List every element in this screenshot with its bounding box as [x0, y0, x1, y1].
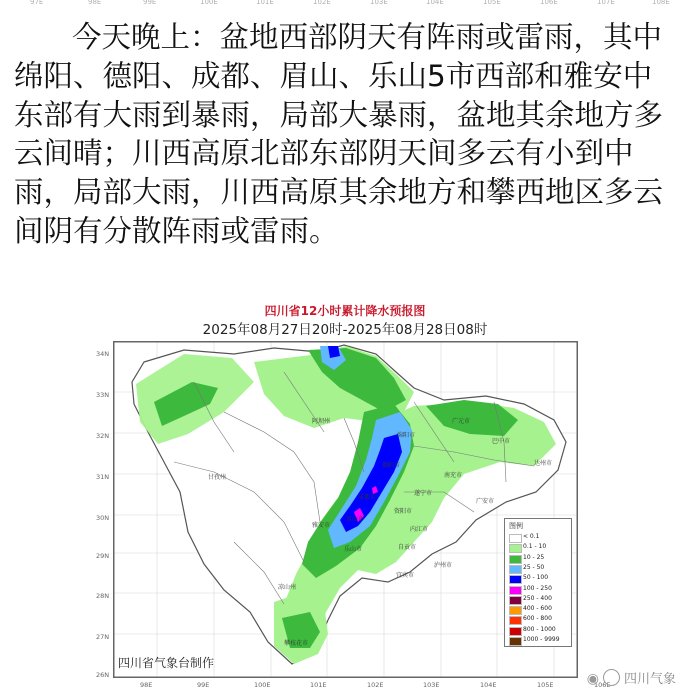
forecast-paragraph: 今天晚上：盆地西部阴天有阵雨或雷雨，其中绵阳、德阳、成都、眉山、乐山5市西部和雅安中东部有大雨到暴雨，局部大暴雨，盆地其余地方多云间晴；川西高原北部东部阴天间多云有小到中雨，局部大雨，川西高原其余地方和攀西地区多云间阴有分散阵雨或雷雨。 — [14, 20, 664, 248]
legend-swatch — [509, 627, 522, 636]
legend-label: 50 - 100 — [523, 574, 549, 582]
legend-label: 800 - 1000 — [523, 625, 556, 633]
legend-item — [509, 554, 569, 562]
lat-label: 34N — [96, 350, 110, 358]
top-axis-label: 100E — [200, 0, 218, 6]
city-label: 南充市 — [444, 472, 463, 479]
lat-label: 31N — [96, 473, 110, 481]
legend-label: 10 - 25 — [523, 553, 545, 561]
top-axis-label: 103E — [370, 0, 388, 6]
legend-item — [509, 585, 569, 593]
city-label: 凉山州 — [278, 584, 297, 591]
lat-label: 29N — [96, 552, 110, 560]
lat-label: 30N — [96, 514, 110, 522]
legend-swatch — [509, 606, 522, 615]
top-axis-label: 106E — [540, 0, 558, 6]
lon-label: 102E — [367, 681, 384, 689]
top-axis-label: 99E — [143, 0, 157, 6]
map-title: 四川省12小时累计降水预报图 — [264, 304, 426, 318]
lon-label: 100E — [254, 681, 271, 689]
legend-item — [509, 636, 569, 644]
legend-label: 0.1 - 10 — [523, 543, 547, 551]
legend-item — [509, 574, 569, 582]
city-label: 乐山市 — [344, 546, 363, 553]
legend-label: 25 - 50 — [523, 563, 545, 571]
legend-label: 1000 - 9999 — [523, 636, 560, 643]
rain-storm-spot — [328, 346, 340, 358]
lon-label: 106E — [594, 681, 611, 689]
city-label: 广元市 — [452, 418, 471, 425]
lat-label: 26N — [96, 671, 110, 679]
top-axis — [0, 0, 690, 10]
legend-swatch — [509, 544, 522, 553]
lon-label: 101E — [310, 681, 327, 689]
city-label: 宜宾市 — [396, 572, 415, 579]
legend-item — [509, 605, 569, 613]
lat-label: 27N — [96, 633, 110, 641]
legend-swatch — [509, 575, 522, 584]
top-axis-label: 107E — [597, 0, 615, 6]
lat-label: 33N — [96, 391, 110, 399]
legend-swatch — [509, 596, 522, 605]
lon-label: 104E — [480, 681, 497, 689]
city-label: 泸州市 — [434, 562, 453, 569]
legend-item — [509, 615, 569, 623]
legend-swatch — [509, 534, 522, 543]
top-axis-label: 104E — [426, 0, 444, 6]
city-label: 达州市 — [534, 460, 553, 467]
logo-circle-icon — [603, 669, 620, 686]
legend-label: 600 - 800 — [523, 615, 552, 623]
watermark-text: 四川气象 — [623, 672, 676, 687]
city-label: 自贡市 — [398, 544, 417, 551]
city-label: 眉山市 — [346, 516, 365, 523]
map-subtitle: 2025年08月27日20时-2025年08月28日08时 — [202, 322, 488, 338]
city-label: 资阳市 — [394, 508, 413, 515]
watermark — [587, 668, 676, 687]
city-label: 绵阳市 — [397, 432, 416, 439]
city-label: 广安市 — [476, 498, 495, 505]
map-legend — [504, 518, 572, 647]
top-axis-label: 97E — [30, 0, 44, 6]
map-maker-credit: 四川省气象台制作 — [118, 656, 215, 670]
lon-label: 105E — [537, 681, 554, 689]
lon-label: 103E — [423, 681, 440, 689]
legend-item — [509, 543, 569, 551]
legend-label: < 0.1 — [523, 533, 540, 540]
top-axis-label: 102E — [313, 0, 331, 6]
legend-label: 400 - 600 — [523, 605, 552, 613]
legend-swatch — [509, 565, 522, 574]
legend-swatch — [509, 555, 522, 564]
legend-swatch — [509, 616, 522, 625]
city-label: 攀枝花市 — [284, 640, 309, 647]
legend-item — [509, 595, 569, 603]
legend-item — [509, 626, 569, 634]
city-label: 雅安市 — [312, 522, 331, 529]
city-label: 内江市 — [410, 526, 429, 533]
weibo-icon: ◉ — [586, 671, 599, 687]
top-axis-label: 98E — [88, 0, 102, 6]
top-axis-label: 108E — [652, 0, 670, 6]
city-label: 遂宁市 — [414, 490, 433, 497]
legend-swatch — [509, 637, 522, 646]
legend-label: 100 - 250 — [523, 584, 552, 592]
lat-label: 28N — [96, 592, 110, 600]
city-label: 德阳市 — [382, 462, 401, 469]
city-label: 巴中市 — [492, 438, 511, 445]
lon-label: 99E — [197, 681, 210, 689]
legend-item — [509, 564, 569, 572]
legend-title: 图例 — [509, 522, 523, 530]
legend-label: 250 - 400 — [523, 594, 552, 602]
top-axis-label: 105E — [483, 0, 501, 6]
top-axis-label: 101E — [256, 0, 274, 6]
city-label: 阿坝州 — [312, 418, 331, 425]
legend-swatch — [509, 586, 522, 595]
city-label: 甘孜州 — [208, 474, 227, 481]
legend-item — [509, 533, 569, 541]
lat-label: 32N — [96, 432, 110, 440]
city-label: 成都市 — [358, 494, 377, 501]
lon-label: 98E — [140, 681, 153, 689]
